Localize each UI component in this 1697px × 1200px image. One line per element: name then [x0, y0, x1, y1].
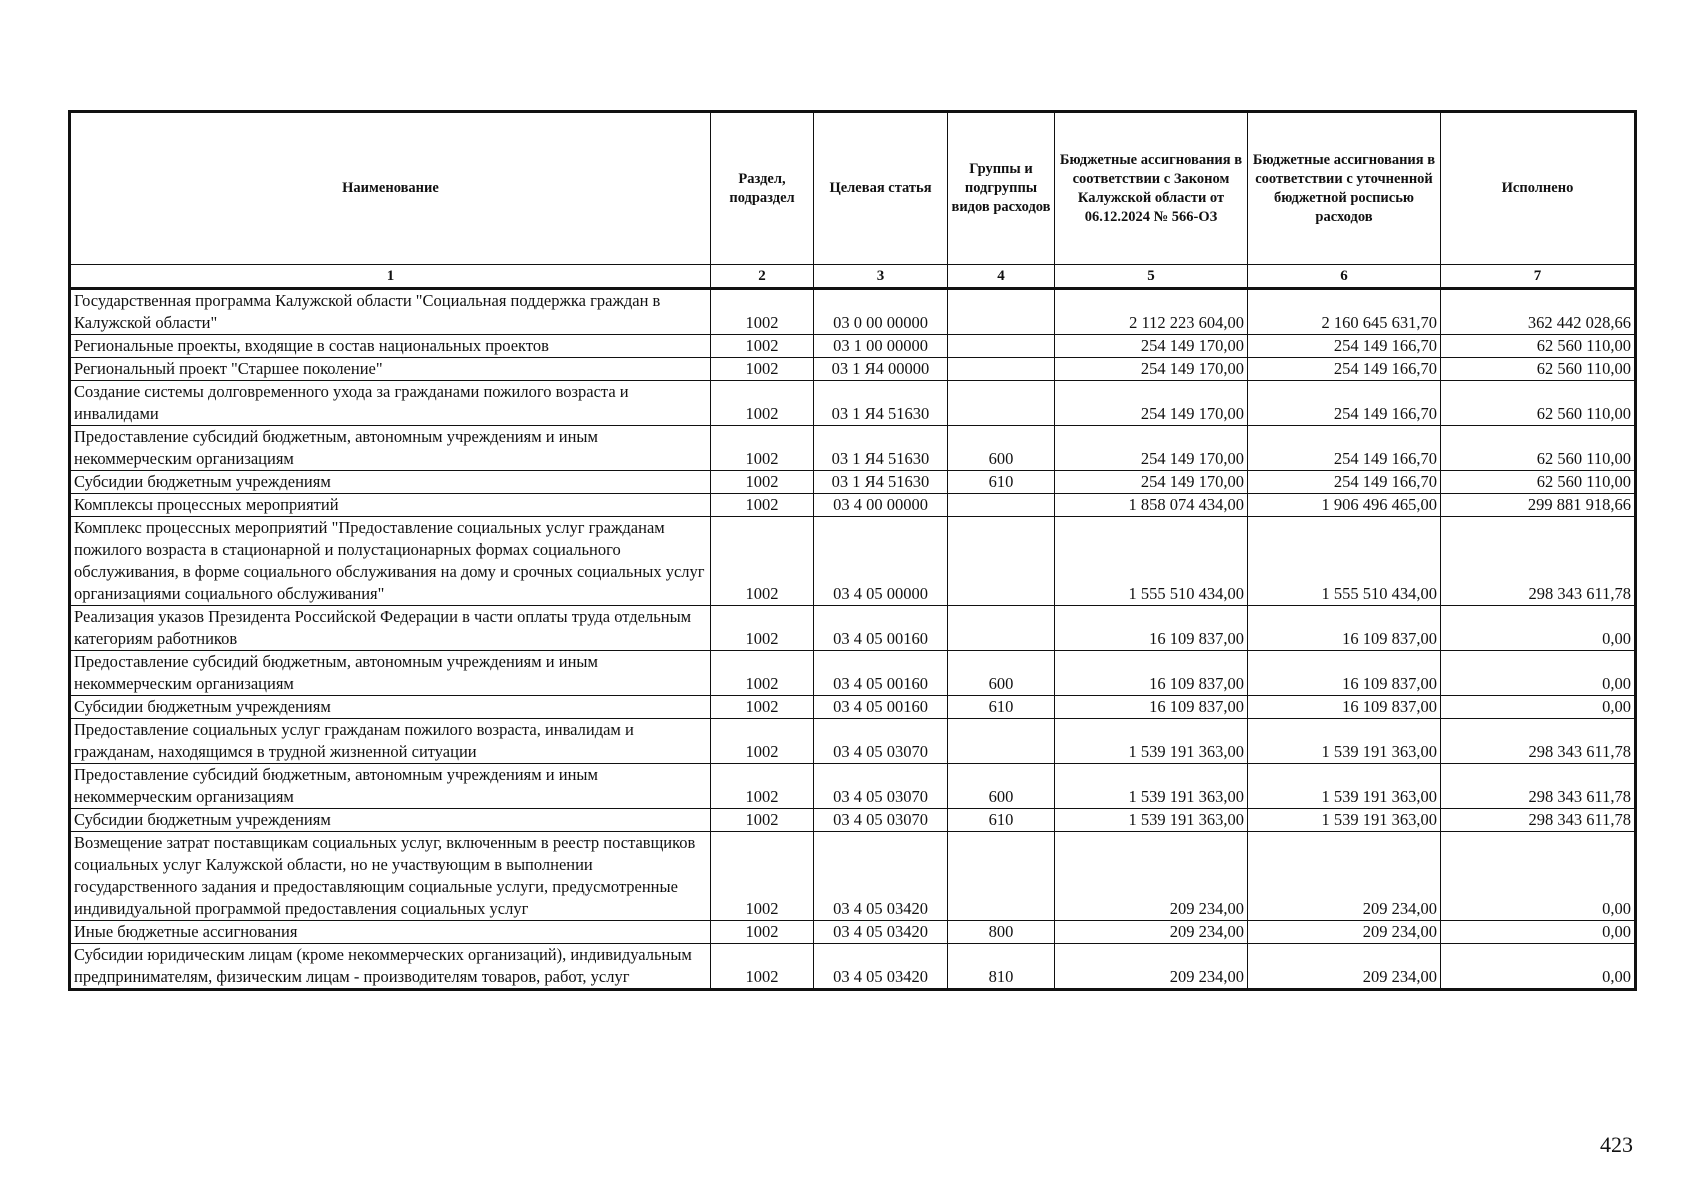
row-article: 03 1 00 00000	[814, 335, 948, 358]
row-section: 1002	[711, 426, 814, 471]
row-name: Предоставление субсидий бюджетным, автономным учреждениям и иным некоммерческим организациям	[70, 426, 711, 471]
table-row	[70, 494, 1636, 517]
row-section: 1002	[711, 289, 814, 335]
column-number: 4	[948, 265, 1055, 289]
row-group: 600	[948, 426, 1055, 471]
row-article: 03 1 Я4 00000	[814, 358, 948, 381]
row-refined-allocation: 1 539 191 363,00	[1248, 809, 1441, 832]
row-law-allocation: 254 149 170,00	[1055, 381, 1248, 426]
row-name: Реализация указов Президента Российской Федерации в части оплаты труда отдельным категориям работников	[70, 606, 711, 651]
column-number-row	[70, 265, 1636, 289]
column-number: 2	[711, 265, 814, 289]
row-group: 610	[948, 696, 1055, 719]
row-refined-allocation: 16 109 837,00	[1248, 651, 1441, 696]
row-executed: 299 881 918,66	[1441, 494, 1636, 517]
table-row	[70, 471, 1636, 494]
column-number: 3	[814, 265, 948, 289]
row-refined-allocation: 254 149 166,70	[1248, 335, 1441, 358]
row-article: 03 4 05 00000	[814, 517, 948, 606]
row-article: 03 4 05 03070	[814, 809, 948, 832]
row-name: Субсидии бюджетным учреждениям	[70, 696, 711, 719]
row-law-allocation: 209 234,00	[1055, 832, 1248, 921]
table-row	[70, 358, 1636, 381]
row-group: 800	[948, 921, 1055, 944]
header-refined-allocation: Бюджетные ассигнования в соответствии с уточненной бюджетной росписью расходов	[1248, 112, 1441, 265]
header-group: Группы и подгруппы видов расходов	[948, 112, 1055, 265]
row-article: 03 4 05 03070	[814, 719, 948, 764]
row-group	[948, 494, 1055, 517]
row-name: Создание системы долговременного ухода за гражданами пожилого возраста и инвалидами	[70, 381, 711, 426]
row-law-allocation: 254 149 170,00	[1055, 471, 1248, 494]
row-executed: 0,00	[1441, 944, 1636, 990]
table-row	[70, 381, 1636, 426]
row-group	[948, 832, 1055, 921]
table-row	[70, 606, 1636, 651]
row-executed: 298 343 611,78	[1441, 764, 1636, 809]
row-group	[948, 606, 1055, 651]
row-group: 610	[948, 471, 1055, 494]
row-law-allocation: 209 234,00	[1055, 944, 1248, 990]
row-section: 1002	[711, 944, 814, 990]
header-section: Раздел, подраздел	[711, 112, 814, 265]
row-refined-allocation: 1 539 191 363,00	[1248, 719, 1441, 764]
row-group: 600	[948, 651, 1055, 696]
row-law-allocation: 254 149 170,00	[1055, 335, 1248, 358]
table-row	[70, 696, 1636, 719]
row-article: 03 4 05 00160	[814, 696, 948, 719]
header-executed: Исполнено	[1441, 112, 1636, 265]
row-refined-allocation: 254 149 166,70	[1248, 358, 1441, 381]
budget-document	[68, 110, 1634, 991]
row-name: Субсидии бюджетным учреждениям	[70, 809, 711, 832]
row-section: 1002	[711, 335, 814, 358]
row-article: 03 1 Я4 51630	[814, 381, 948, 426]
row-group	[948, 358, 1055, 381]
row-section: 1002	[711, 606, 814, 651]
row-section: 1002	[711, 651, 814, 696]
row-refined-allocation: 254 149 166,70	[1248, 381, 1441, 426]
row-section: 1002	[711, 381, 814, 426]
row-refined-allocation: 1 539 191 363,00	[1248, 764, 1441, 809]
column-number: 6	[1248, 265, 1441, 289]
table-body	[70, 289, 1636, 990]
row-law-allocation: 254 149 170,00	[1055, 426, 1248, 471]
column-number: 1	[70, 265, 711, 289]
table-row	[70, 809, 1636, 832]
row-name: Возмещение затрат поставщикам социальных услуг, включенным в реестр поставщиков социальных услуг Калужской области, но не участвующим в выполнении государственного задания и предоставляющим социальные услуги, предусмотренные индивидуальной программой предоставления социальных услуг	[70, 832, 711, 921]
row-article: 03 4 05 03420	[814, 921, 948, 944]
table-row	[70, 651, 1636, 696]
row-article: 03 4 05 03420	[814, 944, 948, 990]
row-section: 1002	[711, 809, 814, 832]
row-executed: 0,00	[1441, 651, 1636, 696]
row-law-allocation: 1 539 191 363,00	[1055, 719, 1248, 764]
table-row	[70, 719, 1636, 764]
row-executed: 0,00	[1441, 921, 1636, 944]
table-row	[70, 289, 1636, 335]
column-number: 5	[1055, 265, 1248, 289]
row-name: Региональный проект "Старшее поколение"	[70, 358, 711, 381]
row-section: 1002	[711, 358, 814, 381]
row-executed: 362 442 028,66	[1441, 289, 1636, 335]
row-section: 1002	[711, 832, 814, 921]
row-refined-allocation: 254 149 166,70	[1248, 426, 1441, 471]
row-executed: 62 560 110,00	[1441, 358, 1636, 381]
row-section: 1002	[711, 517, 814, 606]
row-name: Иные бюджетные ассигнования	[70, 921, 711, 944]
row-name: Комплексы процессных мероприятий	[70, 494, 711, 517]
row-refined-allocation: 1 906 496 465,00	[1248, 494, 1441, 517]
row-executed: 62 560 110,00	[1441, 335, 1636, 358]
header-law-allocation: Бюджетные ассигнования в соответствии с Законом Калужской области от 06.12.2024 № 566-ОЗ	[1055, 112, 1248, 265]
row-article: 03 1 Я4 51630	[814, 471, 948, 494]
row-article: 03 1 Я4 51630	[814, 426, 948, 471]
row-executed: 0,00	[1441, 606, 1636, 651]
row-executed: 62 560 110,00	[1441, 381, 1636, 426]
row-group: 810	[948, 944, 1055, 990]
row-group	[948, 517, 1055, 606]
row-law-allocation: 1 539 191 363,00	[1055, 764, 1248, 809]
row-refined-allocation: 209 234,00	[1248, 921, 1441, 944]
row-section: 1002	[711, 696, 814, 719]
row-group	[948, 719, 1055, 764]
row-article: 03 4 05 03420	[814, 832, 948, 921]
row-law-allocation: 1 539 191 363,00	[1055, 809, 1248, 832]
row-section: 1002	[711, 764, 814, 809]
row-law-allocation: 209 234,00	[1055, 921, 1248, 944]
row-refined-allocation: 254 149 166,70	[1248, 471, 1441, 494]
table-row	[70, 764, 1636, 809]
row-section: 1002	[711, 921, 814, 944]
row-group	[948, 381, 1055, 426]
table-row	[70, 517, 1636, 606]
row-executed: 298 343 611,78	[1441, 809, 1636, 832]
header-article: Целевая статья	[814, 112, 948, 265]
row-law-allocation: 16 109 837,00	[1055, 651, 1248, 696]
row-name: Государственная программа Калужской области "Социальная поддержка граждан в Калужской области"	[70, 289, 711, 335]
row-refined-allocation: 1 555 510 434,00	[1248, 517, 1441, 606]
row-executed: 0,00	[1441, 696, 1636, 719]
table-row	[70, 426, 1636, 471]
table-row	[70, 921, 1636, 944]
table-row	[70, 335, 1636, 358]
row-group	[948, 289, 1055, 335]
row-name: Предоставление социальных услуг гражданам пожилого возраста, инвалидам и гражданам, находящимся в трудной жизненной ситуации	[70, 719, 711, 764]
row-law-allocation: 16 109 837,00	[1055, 696, 1248, 719]
row-refined-allocation: 16 109 837,00	[1248, 606, 1441, 651]
row-section: 1002	[711, 719, 814, 764]
row-article: 03 4 00 00000	[814, 494, 948, 517]
row-name: Предоставление субсидий бюджетным, автономным учреждениям и иным некоммерческим организациям	[70, 651, 711, 696]
row-name: Субсидии бюджетным учреждениям	[70, 471, 711, 494]
row-name: Предоставление субсидий бюджетным, автономным учреждениям и иным некоммерческим организациям	[70, 764, 711, 809]
row-name: Региональные проекты, входящие в состав национальных проектов	[70, 335, 711, 358]
row-group: 610	[948, 809, 1055, 832]
row-refined-allocation: 209 234,00	[1248, 944, 1441, 990]
row-executed: 298 343 611,78	[1441, 719, 1636, 764]
row-law-allocation: 254 149 170,00	[1055, 358, 1248, 381]
row-group	[948, 335, 1055, 358]
row-section: 1002	[711, 494, 814, 517]
row-refined-allocation: 2 160 645 631,70	[1248, 289, 1441, 335]
row-executed: 62 560 110,00	[1441, 471, 1636, 494]
row-article: 03 4 05 00160	[814, 606, 948, 651]
row-section: 1002	[711, 471, 814, 494]
row-law-allocation: 2 112 223 604,00	[1055, 289, 1248, 335]
row-executed: 298 343 611,78	[1441, 517, 1636, 606]
row-article: 03 4 05 03070	[814, 764, 948, 809]
row-law-allocation: 16 109 837,00	[1055, 606, 1248, 651]
row-law-allocation: 1 858 074 434,00	[1055, 494, 1248, 517]
column-number: 7	[1441, 265, 1636, 289]
row-law-allocation: 1 555 510 434,00	[1055, 517, 1248, 606]
row-refined-allocation: 209 234,00	[1248, 832, 1441, 921]
header-name: Наименование	[70, 112, 711, 265]
row-name: Комплекс процессных мероприятий "Предоставление социальных услуг гражданам пожилого возраста в стационарной и полустационарных формах социального обслуживания, в форме социального обслуживания на дому и срочных социальных услуг организациями социального обслуживания"	[70, 517, 711, 606]
header-row	[70, 112, 1636, 265]
row-name: Субсидии юридическим лицам (кроме некоммерческих организаций), индивидуальным предпринимателям, физическим лицам - производителям товаров, работ, услуг	[70, 944, 711, 990]
row-executed: 62 560 110,00	[1441, 426, 1636, 471]
row-executed: 0,00	[1441, 832, 1636, 921]
page-number: 423	[1600, 1132, 1633, 1157]
row-group: 600	[948, 764, 1055, 809]
table-row	[70, 832, 1636, 921]
row-article: 03 4 05 00160	[814, 651, 948, 696]
row-article: 03 0 00 00000	[814, 289, 948, 335]
row-refined-allocation: 16 109 837,00	[1248, 696, 1441, 719]
budget-table	[68, 110, 1637, 991]
table-row	[70, 944, 1636, 990]
